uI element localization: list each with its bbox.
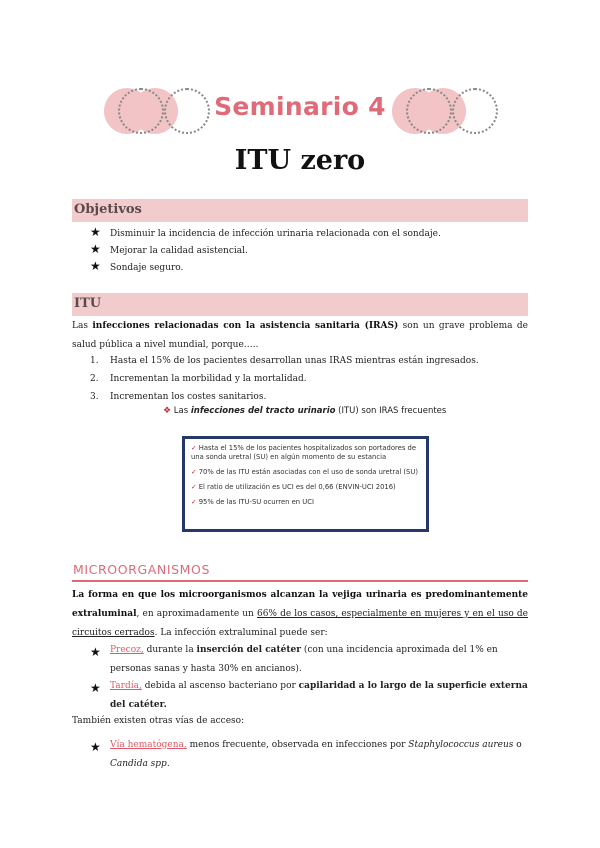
dotted-circle-icon bbox=[452, 88, 498, 134]
star-icon: ★ bbox=[90, 225, 101, 239]
fact-item: ✓ Hasta el 15% de los pacientes hospitalizados son portadores de una sonda uretral (SU) en algún momento de su estancia bbox=[191, 444, 417, 461]
itu-intro-paragraph: Las infecciones relacionadas con la asistencia sanitaria (IRAS) son un grave problema de salud pública a nivel mundial, porque….. bbox=[72, 321, 528, 350]
other-routes-text: También existen otras vías de acceso: bbox=[72, 716, 245, 726]
star-icon: ★ bbox=[90, 740, 101, 754]
check-icon: ✓ bbox=[191, 468, 197, 476]
list-item: 1. Hasta el 15% de los pacientes desarrollan unas IRAS mientras están ingresados. bbox=[90, 356, 479, 366]
section-band-itu bbox=[72, 293, 528, 316]
list-item: ★ Tardía, debida al ascenso bacteriano por capilaridad a lo largo de la superficie externa del catéter. bbox=[90, 681, 528, 710]
list-item: ★ Vía hematógena, menos frecuente, observada en infecciones por Staphylococcus aureus o Candida spp. bbox=[90, 740, 522, 769]
check-icon: ✓ bbox=[191, 483, 197, 491]
list-item: 2. Incrementan la morbilidad y la mortalidad. bbox=[90, 374, 307, 384]
section-heading-microorganismos: MICROORGANISMOS bbox=[73, 562, 211, 577]
star-icon: ★ bbox=[90, 259, 101, 273]
header bbox=[0, 88, 600, 138]
seminar-label: Seminario 4 bbox=[214, 92, 386, 121]
itu-frequency-note: ❖ Las infecciones del tracto urinario (ITU) son IRAS frecuentes bbox=[163, 406, 447, 416]
page-title: ITU zero bbox=[234, 145, 366, 176]
check-icon: ✓ bbox=[191, 444, 197, 452]
section-heading: ITU bbox=[74, 296, 102, 311]
fact-item: ✓ 95% de las ITU-SU ocurren en UCI bbox=[191, 498, 314, 506]
diamond-bullet-icon: ❖ bbox=[163, 406, 172, 416]
itu-facts-box bbox=[182, 436, 429, 532]
star-icon: ★ bbox=[90, 681, 101, 695]
fact-item: ✓ El ratio de utilización es UCI es del 0,66 (ENVIN-UCI 2016) bbox=[191, 483, 396, 491]
list-item: ★ Precoz, durante la inserción del catéter (con una incidencia aproximada del 1% en personas sanas y hasta 30% en ancianos). bbox=[90, 645, 498, 674]
fact-item: ✓ 70% de las ITU están asociadas con el uso de sonda uretral (SU) bbox=[191, 468, 418, 476]
check-icon: ✓ bbox=[191, 498, 197, 506]
section-heading: Objetivos bbox=[74, 202, 142, 217]
section-band-objetivos bbox=[72, 199, 528, 222]
list-item: 3. Incrementan los costes sanitarios. bbox=[90, 392, 267, 402]
star-icon: ★ bbox=[90, 645, 101, 659]
star-icon: ★ bbox=[90, 242, 101, 256]
section-divider bbox=[72, 580, 528, 582]
micro-paragraph: La forma en que los microorganismos alcanzan la vejiga urinaria es predominantemente extraluminal, en aproximadamente un 66% de los casos, especialmente en mujeres y en el uso de circuitos cerrados. La infección extraluminal puede ser: bbox=[72, 590, 529, 638]
dotted-circle-icon bbox=[406, 88, 452, 134]
